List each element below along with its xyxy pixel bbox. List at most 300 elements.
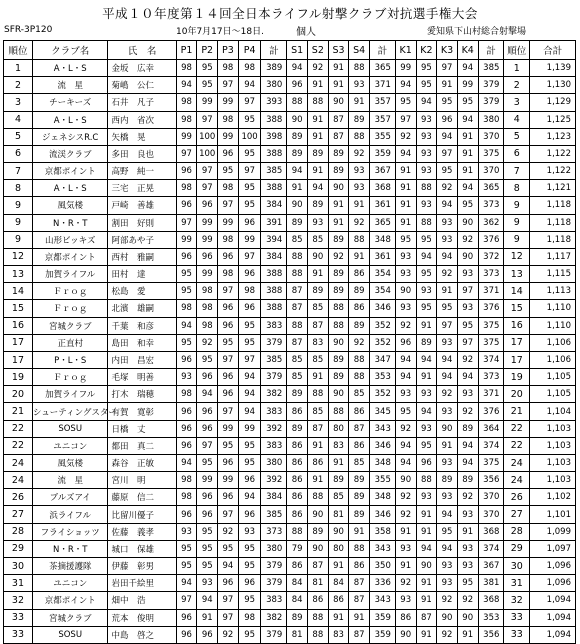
- prone-score-cell: 384: [261, 248, 287, 265]
- total-cell: 1,130: [530, 77, 576, 94]
- kneeling-score-cell: 94: [457, 180, 478, 197]
- kneeling-score-cell: 94: [437, 197, 458, 214]
- table-row: [4, 300, 576, 317]
- total-cell: 1,110: [530, 317, 576, 334]
- kneeling-score-cell: 91: [395, 557, 416, 574]
- kneeling-score-cell: 95: [416, 231, 437, 248]
- standing-score-cell: 87: [349, 575, 370, 592]
- standing-score-cell: 92: [349, 214, 370, 231]
- total-cell: 1,099: [530, 523, 576, 540]
- standing-score-cell: 90: [308, 506, 329, 523]
- column-header: P4: [238, 41, 261, 60]
- kneeling-score-cell: 93: [416, 145, 437, 162]
- column-header: K3: [437, 41, 458, 60]
- standing-score-cell: 86: [287, 489, 308, 506]
- kneeling-score-cell: 94: [395, 145, 416, 162]
- kneeling-score-cell: 94: [457, 60, 478, 77]
- name-cell: 内田 昌宏: [108, 351, 176, 368]
- prone-score-cell: 95: [197, 351, 218, 368]
- prone-score-cell: 382: [261, 609, 287, 626]
- prone-score-cell: 97: [238, 94, 261, 111]
- kneeling-score-cell: 93: [437, 214, 458, 231]
- standing-score-cell: 83: [328, 626, 349, 643]
- prone-score-cell: 95: [197, 523, 218, 540]
- prone-score-cell: 99: [218, 128, 239, 145]
- kneeling-score-cell: 92: [395, 489, 416, 506]
- name-cell: 有賀 寛彰: [108, 403, 176, 420]
- total-cell: 1,139: [530, 60, 576, 77]
- kneeling-score-cell: 95: [395, 94, 416, 111]
- prone-score-cell: 96: [238, 472, 261, 489]
- standing-score-cell: 87: [287, 283, 308, 300]
- kneeling-score-cell: 371: [478, 283, 504, 300]
- standing-score-cell: 358: [370, 523, 396, 540]
- name-cell: 荒本 俊明: [108, 609, 176, 626]
- kneeling-score-cell: 95: [416, 300, 437, 317]
- club-cell: A・L・S: [32, 111, 108, 128]
- column-header: S1: [287, 41, 308, 60]
- kneeling-score-cell: 88: [416, 214, 437, 231]
- club-cell: Ｆｒｏｇ: [32, 283, 108, 300]
- prone-score-cell: 100: [197, 128, 218, 145]
- prone-score-cell: 97: [176, 145, 197, 162]
- kneeling-score-cell: 93: [416, 386, 437, 403]
- club-cell: フライショッツ: [32, 523, 108, 540]
- club-cell: 茶摘援護隊: [32, 557, 108, 574]
- rank-cell: 14: [4, 283, 33, 300]
- kneeling-score-cell: 94: [457, 369, 478, 386]
- standing-score-cell: 84: [328, 575, 349, 592]
- prone-score-cell: 384: [261, 489, 287, 506]
- prone-score-cell: 380: [261, 77, 287, 94]
- prone-score-cell: 94: [176, 317, 197, 334]
- standing-score-cell: 89: [349, 506, 370, 523]
- standing-score-cell: 89: [287, 145, 308, 162]
- name-cell: 都田 真二: [108, 437, 176, 454]
- kneeling-score-cell: 370: [478, 489, 504, 506]
- kneeling-score-cell: 92: [395, 506, 416, 523]
- standing-score-cell: 86: [287, 472, 308, 489]
- prone-score-cell: 388: [261, 111, 287, 128]
- place-cell: 30: [504, 557, 530, 574]
- prone-score-cell: 96: [238, 300, 261, 317]
- prone-score-cell: 95: [238, 592, 261, 609]
- standing-score-cell: 350: [370, 557, 396, 574]
- name-cell: 矢橋 晃: [108, 128, 176, 145]
- kneeling-score-cell: 94: [437, 540, 458, 557]
- kneeling-score-cell: 381: [478, 575, 504, 592]
- standing-score-cell: 91: [349, 197, 370, 214]
- kneeling-score-cell: 376: [478, 231, 504, 248]
- standing-score-cell: 348: [370, 489, 396, 506]
- standing-score-cell: 346: [370, 300, 396, 317]
- standing-score-cell: 354: [370, 283, 396, 300]
- kneeling-score-cell: 91: [416, 317, 437, 334]
- column-header: P2: [197, 41, 218, 60]
- prone-score-cell: 96: [197, 420, 218, 437]
- prone-score-cell: 97: [238, 163, 261, 180]
- rank-cell: 17: [4, 351, 33, 368]
- kneeling-score-cell: 90: [457, 609, 478, 626]
- standing-score-cell: 85: [287, 369, 308, 386]
- prone-score-cell: 96: [176, 626, 197, 643]
- prone-score-cell: 96: [176, 403, 197, 420]
- club-cell: シューティングスター: [32, 403, 108, 420]
- kneeling-score-cell: 92: [395, 575, 416, 592]
- standing-score-cell: 87: [308, 317, 329, 334]
- column-header: 順位: [4, 41, 33, 60]
- prone-score-cell: 94: [176, 575, 197, 592]
- prone-score-cell: 388: [261, 180, 287, 197]
- place-cell: 2: [504, 77, 530, 94]
- total-cell: 1,122: [530, 163, 576, 180]
- standing-score-cell: 89: [308, 197, 329, 214]
- standing-score-cell: 91: [349, 609, 370, 626]
- kneeling-score-cell: 89: [457, 472, 478, 489]
- prone-score-cell: 98: [197, 317, 218, 334]
- rank-cell: 32: [4, 592, 33, 609]
- standing-score-cell: 88: [328, 403, 349, 420]
- prone-score-cell: 92: [197, 334, 218, 351]
- results-body: [4, 60, 576, 644]
- standing-score-cell: 345: [370, 403, 396, 420]
- table-row: [4, 77, 576, 94]
- name-cell: 島田 和幸: [108, 334, 176, 351]
- rank-cell: 22: [4, 437, 33, 454]
- prone-score-cell: 95: [197, 60, 218, 77]
- table-row: [4, 163, 576, 180]
- standing-score-cell: 91: [349, 94, 370, 111]
- standing-score-cell: 81: [328, 506, 349, 523]
- table-row: [4, 523, 576, 540]
- rank-cell: 9: [4, 214, 33, 231]
- standing-score-cell: 85: [287, 351, 308, 368]
- kneeling-score-cell: 94: [457, 111, 478, 128]
- prone-score-cell: 96: [197, 626, 218, 643]
- kneeling-score-cell: 89: [416, 334, 437, 351]
- kneeling-score-cell: 95: [416, 266, 437, 283]
- prone-score-cell: 96: [176, 609, 197, 626]
- standing-score-cell: 88: [287, 317, 308, 334]
- standing-score-cell: 355: [370, 472, 396, 489]
- standing-score-cell: 87: [349, 626, 370, 643]
- prone-score-cell: 95: [197, 454, 218, 471]
- table-row: [4, 248, 576, 265]
- table-row: [4, 60, 576, 77]
- column-header: 計: [261, 41, 287, 60]
- total-cell: 1,106: [530, 334, 576, 351]
- club-cell: Ｆｒｏｇ: [32, 300, 108, 317]
- prone-score-cell: 97: [176, 214, 197, 231]
- prone-score-cell: 97: [218, 351, 239, 368]
- standing-score-cell: 91: [308, 128, 329, 145]
- kneeling-score-cell: 373: [478, 369, 504, 386]
- standing-score-cell: 89: [287, 609, 308, 626]
- table-row: [4, 197, 576, 214]
- club-cell: P・L・S: [32, 351, 108, 368]
- prone-score-cell: 95: [238, 180, 261, 197]
- prone-score-cell: 393: [261, 94, 287, 111]
- prone-score-cell: 398: [261, 128, 287, 145]
- kneeling-score-cell: 91: [395, 197, 416, 214]
- kneeling-score-cell: 94: [416, 248, 437, 265]
- club-cell: ユニコン: [32, 575, 108, 592]
- standing-score-cell: 91: [349, 523, 370, 540]
- standing-score-cell: 86: [349, 557, 370, 574]
- prone-score-cell: 95: [238, 334, 261, 351]
- column-header: 計: [478, 41, 504, 60]
- kneeling-score-cell: 91: [416, 626, 437, 643]
- club-cell: SOSU: [32, 626, 108, 643]
- kneeling-score-cell: 99: [457, 77, 478, 94]
- standing-score-cell: 371: [370, 77, 396, 94]
- kneeling-score-cell: 92: [457, 403, 478, 420]
- standing-score-cell: 86: [349, 266, 370, 283]
- standing-score-cell: 81: [308, 575, 329, 592]
- standing-score-cell: 86: [349, 437, 370, 454]
- name-cell: 畑中 浩: [108, 592, 176, 609]
- kneeling-score-cell: 93: [457, 506, 478, 523]
- column-header: K2: [416, 41, 437, 60]
- club-cell: 加賀ライフル: [32, 266, 108, 283]
- standing-score-cell: 368: [370, 180, 396, 197]
- standing-score-cell: 352: [370, 317, 396, 334]
- standing-score-cell: 86: [287, 557, 308, 574]
- table-row: [4, 111, 576, 128]
- kneeling-score-cell: 93: [437, 403, 458, 420]
- standing-score-cell: 86: [287, 437, 308, 454]
- standing-score-cell: 346: [370, 437, 396, 454]
- standing-score-cell: 88: [308, 626, 329, 643]
- kneeling-score-cell: 91: [416, 575, 437, 592]
- total-cell: 1,106: [530, 351, 576, 368]
- kneeling-score-cell: 95: [437, 94, 458, 111]
- prone-score-cell: 91: [197, 609, 218, 626]
- kneeling-score-cell: 92: [437, 266, 458, 283]
- prone-score-cell: 95: [218, 163, 239, 180]
- kneeling-score-cell: 93: [395, 266, 416, 283]
- total-cell: 1,118: [530, 214, 576, 231]
- kneeling-score-cell: 368: [478, 523, 504, 540]
- standing-score-cell: 357: [370, 94, 396, 111]
- prone-score-cell: 98: [176, 94, 197, 111]
- prone-score-cell: 96: [176, 248, 197, 265]
- table-row: [4, 386, 576, 403]
- kneeling-score-cell: 97: [395, 111, 416, 128]
- name-cell: 佐藤 義孝: [108, 523, 176, 540]
- total-cell: 1,118: [530, 197, 576, 214]
- club-cell: ユニコン: [32, 437, 108, 454]
- prone-score-cell: 388: [261, 145, 287, 162]
- kneeling-score-cell: 92: [395, 317, 416, 334]
- kneeling-score-cell: 356: [478, 626, 504, 643]
- kneeling-score-cell: 370: [478, 506, 504, 523]
- prone-score-cell: 96: [176, 437, 197, 454]
- place-cell: 16: [504, 317, 530, 334]
- total-cell: 1,121: [530, 180, 576, 197]
- standing-score-cell: 89: [287, 420, 308, 437]
- kneeling-score-cell: 88: [416, 472, 437, 489]
- name-cell: 宮川 明: [108, 472, 176, 489]
- table-row: [4, 472, 576, 489]
- prone-score-cell: 96: [218, 489, 239, 506]
- standing-score-cell: 94: [308, 180, 329, 197]
- standing-score-cell: 88: [349, 351, 370, 368]
- kneeling-score-cell: 94: [416, 351, 437, 368]
- place-cell: 22: [504, 420, 530, 437]
- prone-score-cell: 99: [238, 420, 261, 437]
- kneeling-score-cell: 95: [457, 197, 478, 214]
- club-cell: 浜ライフル: [32, 506, 108, 523]
- kneeling-score-cell: 91: [457, 626, 478, 643]
- name-cell: 西内 省次: [108, 111, 176, 128]
- name-cell: 菊嶋 公仁: [108, 77, 176, 94]
- table-row: [4, 420, 576, 437]
- prone-score-cell: 97: [218, 197, 239, 214]
- club-cell: 正直村: [32, 334, 108, 351]
- kneeling-score-cell: 93: [457, 386, 478, 403]
- name-cell: 伊藤 彰男: [108, 557, 176, 574]
- club-cell: 風気楼: [32, 454, 108, 471]
- rank-cell: 4: [4, 111, 33, 128]
- standing-score-cell: 85: [308, 403, 329, 420]
- prone-score-cell: 92: [218, 626, 239, 643]
- prone-score-cell: 379: [261, 575, 287, 592]
- standing-score-cell: 81: [287, 626, 308, 643]
- total-cell: 1,118: [530, 231, 576, 248]
- prone-score-cell: 94: [176, 454, 197, 471]
- standing-score-cell: 80: [328, 540, 349, 557]
- standing-score-cell: 86: [287, 454, 308, 471]
- kneeling-score-cell: 95: [416, 437, 437, 454]
- prone-score-cell: 94: [238, 369, 261, 386]
- prone-score-cell: 98: [218, 231, 239, 248]
- standing-score-cell: 88: [308, 489, 329, 506]
- place-cell: 27: [504, 506, 530, 523]
- standing-score-cell: 88: [308, 386, 329, 403]
- club-cell: 京都ポイント: [32, 248, 108, 265]
- standing-score-cell: 359: [370, 145, 396, 162]
- kneeling-score-cell: 385: [478, 60, 504, 77]
- name-cell: 打木 瑞穂: [108, 386, 176, 403]
- place-cell: 7: [504, 163, 530, 180]
- name-cell: 城口 保雄: [108, 540, 176, 557]
- standing-score-cell: 87: [328, 111, 349, 128]
- kneeling-score-cell: 91: [457, 523, 478, 540]
- prone-score-cell: 379: [261, 557, 287, 574]
- kneeling-score-cell: 96: [437, 111, 458, 128]
- column-header: 計: [370, 41, 396, 60]
- prone-score-cell: 96: [218, 317, 239, 334]
- standing-score-cell: 90: [287, 197, 308, 214]
- kneeling-score-cell: 379: [478, 94, 504, 111]
- kneeling-score-cell: 91: [395, 180, 416, 197]
- standing-score-cell: 87: [349, 592, 370, 609]
- prone-score-cell: 99: [197, 231, 218, 248]
- standing-score-cell: 92: [328, 248, 349, 265]
- kneeling-score-cell: 97: [457, 283, 478, 300]
- standing-score-cell: 85: [287, 231, 308, 248]
- total-cell: 1,103: [530, 454, 576, 471]
- kneeling-score-cell: 91: [457, 163, 478, 180]
- kneeling-score-cell: 375: [478, 334, 504, 351]
- prone-score-cell: 383: [261, 317, 287, 334]
- kneeling-score-cell: 90: [395, 472, 416, 489]
- standing-score-cell: 92: [308, 60, 329, 77]
- standing-score-cell: 88: [349, 128, 370, 145]
- prone-score-cell: 94: [218, 557, 239, 574]
- kneeling-score-cell: 376: [478, 403, 504, 420]
- kneeling-score-cell: 356: [478, 472, 504, 489]
- rank-cell: 16: [4, 317, 33, 334]
- kneeling-score-cell: 94: [416, 403, 437, 420]
- prone-score-cell: 95: [238, 540, 261, 557]
- standing-score-cell: 91: [308, 472, 329, 489]
- standing-score-cell: 88: [349, 540, 370, 557]
- standing-score-cell: 84: [287, 575, 308, 592]
- prone-score-cell: 92: [218, 523, 239, 540]
- standing-score-cell: 85: [308, 351, 329, 368]
- kneeling-score-cell: 93: [457, 266, 478, 283]
- place-cell: 3: [504, 94, 530, 111]
- kneeling-score-cell: 92: [395, 420, 416, 437]
- prone-score-cell: 94: [197, 386, 218, 403]
- kneeling-score-cell: 92: [437, 386, 458, 403]
- club-cell: A・L・S: [32, 60, 108, 77]
- standing-score-cell: 91: [328, 454, 349, 471]
- place-cell: 20: [504, 386, 530, 403]
- column-header: 順位: [504, 41, 530, 60]
- prone-score-cell: 98: [197, 300, 218, 317]
- club-cell: 加賀ライフル: [32, 386, 108, 403]
- kneeling-score-cell: 93: [437, 557, 458, 574]
- standing-score-cell: 89: [328, 472, 349, 489]
- name-cell: 多田 良也: [108, 145, 176, 162]
- prone-score-cell: 392: [261, 420, 287, 437]
- standing-score-cell: 90: [308, 248, 329, 265]
- column-header: K4: [457, 41, 478, 60]
- kneeling-score-cell: 94: [437, 506, 458, 523]
- rank-cell: 31: [4, 575, 33, 592]
- kneeling-score-cell: 94: [395, 454, 416, 471]
- rank-cell: 1: [4, 60, 33, 77]
- kneeling-score-cell: 94: [395, 437, 416, 454]
- kneeling-score-cell: 92: [395, 128, 416, 145]
- kneeling-score-cell: 380: [478, 111, 504, 128]
- kneeling-score-cell: 91: [437, 77, 458, 94]
- header-row: [4, 41, 576, 60]
- prone-score-cell: 98: [238, 60, 261, 77]
- kneeling-score-cell: 90: [437, 609, 458, 626]
- prone-score-cell: 95: [238, 197, 261, 214]
- prone-score-cell: 94: [238, 489, 261, 506]
- place-cell: 21: [504, 403, 530, 420]
- prone-score-cell: 93: [197, 575, 218, 592]
- place-cell: 9: [504, 214, 530, 231]
- standing-score-cell: 89: [349, 317, 370, 334]
- kneeling-score-cell: 90: [457, 248, 478, 265]
- prone-score-cell: 99: [238, 231, 261, 248]
- prone-score-cell: 97: [218, 77, 239, 94]
- prone-score-cell: 95: [176, 283, 197, 300]
- kneeling-score-cell: 92: [437, 180, 458, 197]
- standing-score-cell: 89: [308, 283, 329, 300]
- standing-score-cell: 79: [287, 540, 308, 557]
- standing-score-cell: 83: [328, 437, 349, 454]
- standing-score-cell: 87: [287, 334, 308, 351]
- prone-score-cell: 383: [261, 437, 287, 454]
- standing-score-cell: 89: [349, 111, 370, 128]
